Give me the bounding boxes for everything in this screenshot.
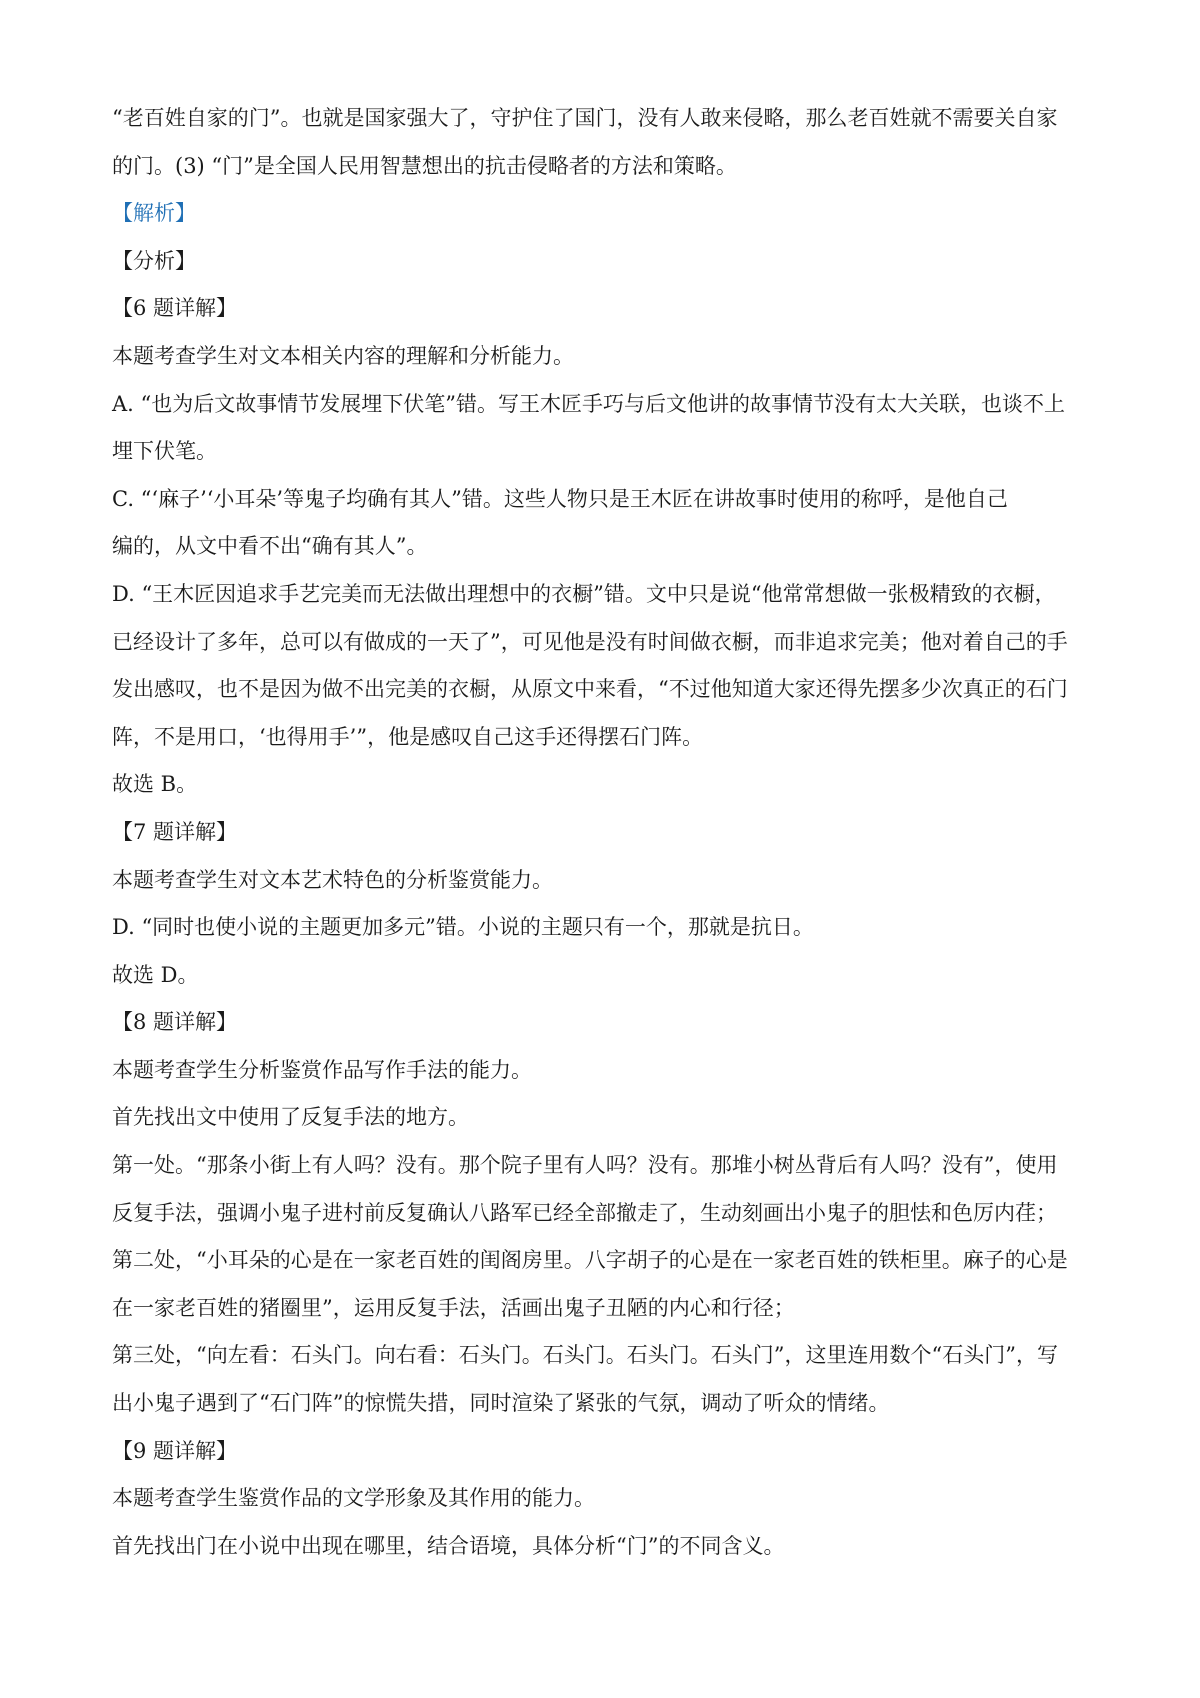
answer-line: “老百姓自家的门”。也就是国家强大了，守护住了国门，没有人敢来侵略，那么老百姓就不需要关自家	[112, 106, 1058, 130]
paragraph-line: 本题考查学生对文本艺术特色的分析鉴赏能力。	[112, 867, 553, 892]
paragraph-line: 第一处。“那条小街上有人吗？没有。那个院子里有人吗？没有。那堆小树丛背后有人吗？没有”，使用	[112, 1153, 1058, 1178]
paragraph-line: 第二处，“小耳朵的心是在一家老百姓的闺阁房里。八字胡子的心是在一家老百姓的铁柜里。麻子的心是	[112, 1248, 1068, 1273]
document-body	[112, 95, 1102, 1570]
paragraph-line: 第三处，“向左看：石头门。向右看：石头门。石头门。石头门。石头门”，这里连用数个“石头门”，写	[112, 1343, 1058, 1368]
paragraph-line: 本题考查学生鉴赏作品的文学形象及其作用的能力。	[112, 1486, 595, 1511]
paragraph-line: 反复手法，强调小鬼子进村前反复确认八路军已经全部撤走了，生动刻画出小鬼子的胆怯和色厉内荏；	[112, 1200, 1057, 1225]
paragraph-line: A. “也为后文故事情节发展埋下伏笔”错。写王木匠手巧与后文他讲的故事情节没有太大关联，也谈不上	[112, 391, 1065, 416]
paragraph-line: 埋下伏笔。	[112, 439, 217, 464]
question-9-heading: 【9 题详解】	[112, 1438, 238, 1463]
paragraph-line: 发出感叹，也不是因为做不出完美的衣橱，从原文中来看，“不过他知道大家还得先摆多少次真正的石门	[112, 677, 1068, 702]
answer-line: 的门。(3) “门”是全国人民用智慧想出的抗击侵略者的方法和策略。	[112, 153, 737, 178]
analysis-subheading: 【分析】	[112, 248, 196, 273]
analysis-heading: 【解析】	[112, 201, 196, 226]
question-8-heading: 【8 题详解】	[112, 1010, 238, 1035]
question-7-heading: 【7 题详解】	[112, 819, 238, 844]
paragraph-line: 首先找出文中使用了反复手法的地方。	[112, 1105, 469, 1130]
paragraph-line: 阵，不是用口，‘也得用手’”，他是感叹自己这手还得摆石门阵。	[112, 724, 704, 749]
answer-choice: 故选 B。	[112, 772, 198, 797]
paragraph-line: 出小鬼子遇到了“石门阵”的惊慌失措，同时渲染了紧张的气氛，调动了听众的情绪。	[112, 1391, 890, 1416]
paragraph-line: 已经设计了多年，总可以有做成的一天了”，可见他是没有时间做衣橱，而非追求完美；他对着自己的手	[112, 629, 1068, 654]
paragraph-line: D. “同时也使小说的主题更加多元”错。小说的主题只有一个，那就是抗日。	[112, 915, 814, 940]
paragraph-line: 本题考查学生对文本相关内容的理解和分析能力。	[112, 343, 574, 368]
paragraph-line: 本题考查学生分析鉴赏作品写作手法的能力。	[112, 1057, 532, 1082]
paragraph-line: 在一家老百姓的猪圈里”，运用反复手法，活画出鬼子丑陋的内心和行径；	[112, 1295, 795, 1320]
question-6-heading: 【6 题详解】	[112, 296, 238, 321]
paragraph-line: 首先找出门在小说中出现在哪里，结合语境，具体分析“门”的不同含义。	[112, 1533, 785, 1558]
paragraph-line: D. “王木匠因追求手艺完美而无法做出理想中的衣橱”错。文中只是说“他常常想做一张极精致的衣橱，	[112, 581, 1056, 606]
paragraph-line: 编的，从文中看不出“确有其人”。	[112, 534, 428, 559]
paragraph-line: C. “‘麻子’‘小耳朵’等鬼子均确有其人”错。这些人物只是王木匠在讲故事时使用的称呼，是他自己	[112, 486, 1008, 511]
answer-choice: 故选 D。	[112, 962, 199, 987]
